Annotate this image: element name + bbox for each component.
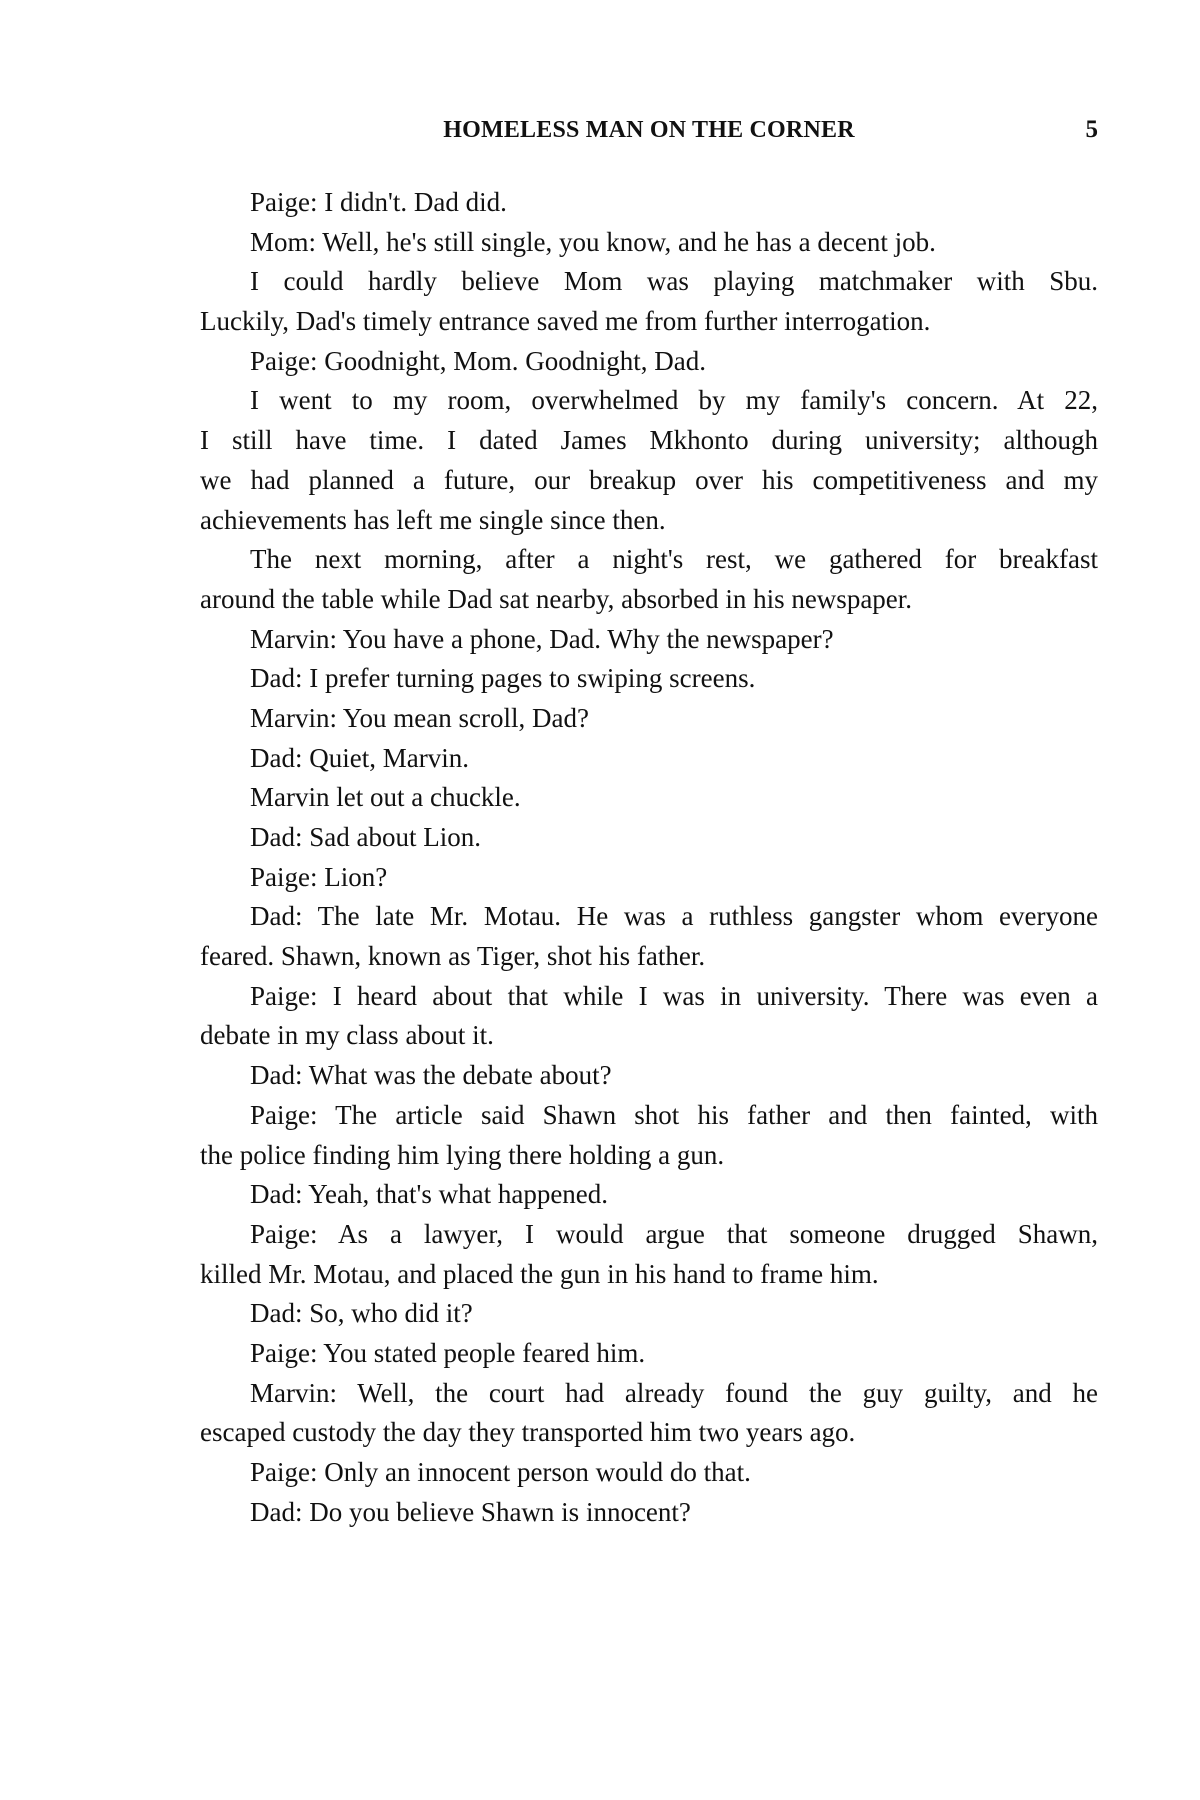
text-line: Paige: As a lawyer, I would argue that someone drugged Shawn,	[250, 1218, 1098, 1249]
text-line: achievements has left me single since then.	[200, 504, 666, 535]
text-line: Dad: The late Mr. Motau. He was a ruthless gangster whom everyone	[250, 901, 1098, 932]
text-line: the police finding him lying there holding a gun.	[200, 1139, 725, 1170]
text-line: Paige: Goodnight, Mom. Goodnight, Dad.	[250, 345, 706, 376]
text-line: feared. Shawn, known as Tiger, shot his father.	[200, 941, 706, 972]
text-line: Paige: Only an innocent person would do that.	[250, 1457, 751, 1487]
text-line: Paige: I heard about that while I was in university. There was even a	[250, 980, 1098, 1011]
running-title: HOMELESS MAN ON THE CORNER	[443, 117, 855, 143]
text-line: Mom: Well, he's still single, you know, and he has a decent job.	[250, 226, 936, 257]
text-line: around the table while Dad sat nearby, absorbed in his newspaper.	[200, 583, 913, 614]
text-line: Dad: What was the debate about?	[250, 1060, 612, 1091]
text-line: Dad: I prefer turning pages to swiping screens.	[250, 663, 756, 694]
text-line: Dad: So, who did it?	[250, 1298, 473, 1329]
text-line: Dad: Quiet, Marvin.	[250, 742, 469, 773]
text-line: I could hardly believe Mom was playing matchmaker with Sbu.	[250, 266, 1098, 297]
text-line: Marvin: Well, the court had already found the guy guilty, and he	[250, 1377, 1098, 1408]
text-line: we had planned a future, our breakup over his competitiveness and my	[200, 464, 1098, 495]
text-line: Marvin: You mean scroll, Dad?	[250, 702, 589, 733]
text-line: Paige: Lion?	[250, 861, 388, 892]
text-line: Dad: Do you believe Shawn is innocent?	[250, 1496, 691, 1527]
text-line: killed Mr. Motau, and placed the gun in his hand to frame him.	[200, 1258, 879, 1289]
text-line: Paige: You stated people feared him.	[250, 1337, 646, 1368]
text-line: Luckily, Dad's timely entrance saved me from further interrogation.	[200, 306, 931, 337]
text-line: I went to my room, overwhelmed by my family's concern. At 22,	[250, 385, 1098, 416]
text-line: Dad: Sad about Lion.	[250, 822, 481, 852]
text-line: Marvin let out a chuckle.	[250, 782, 521, 813]
text-line: Paige: I didn't. Dad did.	[250, 187, 507, 217]
text-line: I still have time. I dated James Mkhonto during university; although	[200, 425, 1098, 456]
text-line: Dad: Yeah, that's what happened.	[250, 1179, 609, 1210]
text-line: Paige: The article said Shawn shot his father and then fainted, with	[250, 1099, 1098, 1130]
running-head	[200, 112, 1098, 148]
text-line: Marvin: You have a phone, Dad. Why the newspaper?	[250, 623, 834, 654]
text-line: debate in my class about it.	[200, 1020, 494, 1051]
body-text	[200, 183, 1098, 1532]
text-line: The next morning, after a night's rest, we gathered for breakfast	[250, 544, 1098, 575]
text-line: escaped custody the day they transported him two years ago.	[200, 1417, 856, 1448]
page-number: 5	[1085, 116, 1098, 143]
